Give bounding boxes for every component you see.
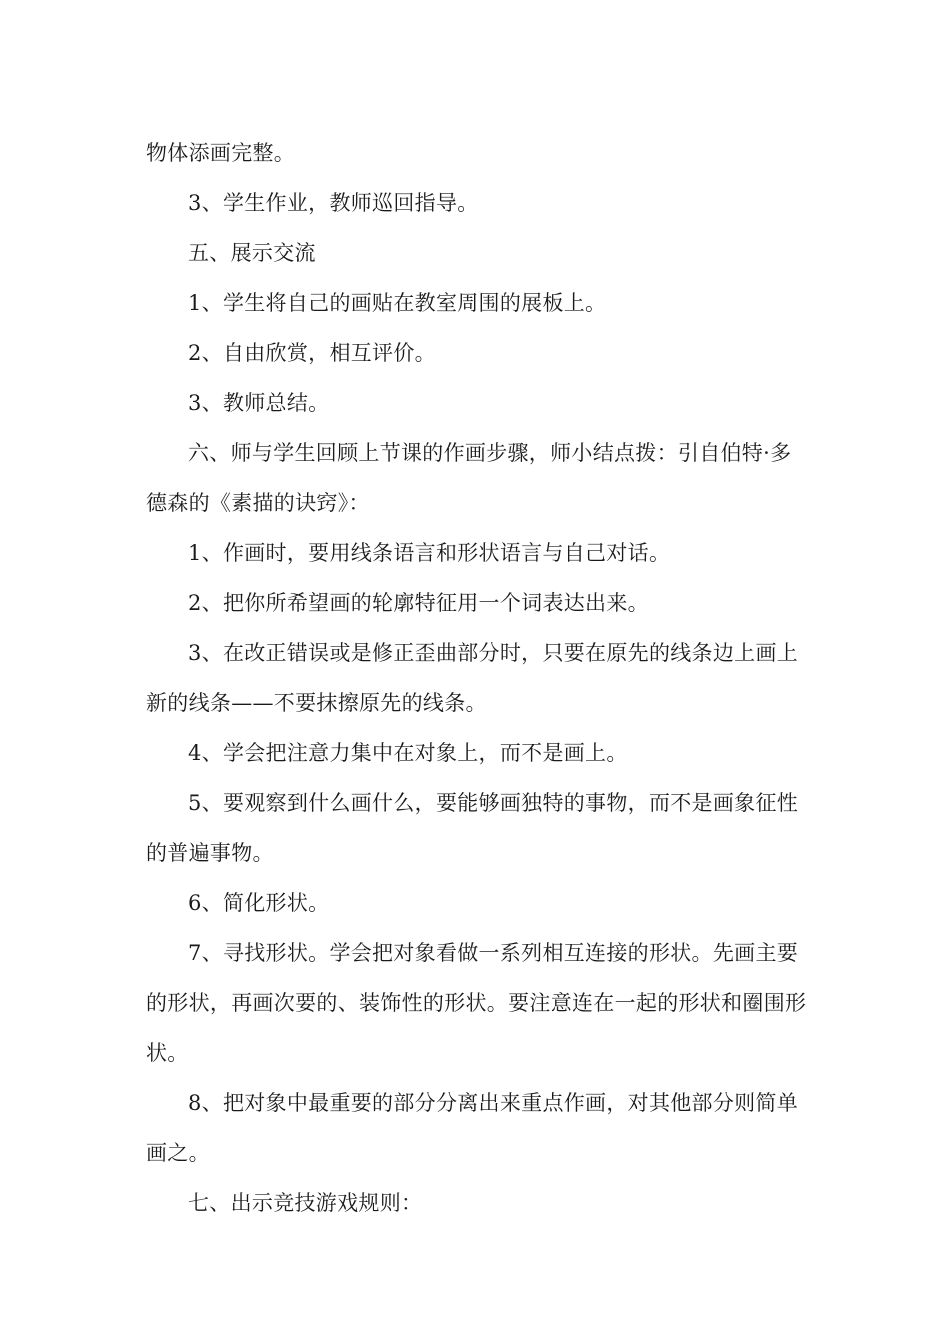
- paragraph-tip-5: 5、要观察到什么画什么，要能够画独特的事物，而不是画象征性的普遍事物。: [146, 791, 799, 865]
- paragraph-tip-6: 6、简化形状。: [188, 891, 330, 915]
- paragraph-display-1: 1、学生将自己的画贴在教室周围的展板上。: [188, 291, 607, 315]
- paragraph-step-3-work: 3、学生作业，教师巡回指导。: [188, 191, 479, 215]
- section-heading-6: 六、师与学生回顾上节课的作画步骤，师小结点拨：引自伯特·多德森的《素描的诀窍》：: [146, 441, 792, 515]
- section-heading-7: 七、出示竞技游戏规则：: [188, 1191, 423, 1215]
- paragraph-display-3: 3、教师总结。: [188, 391, 330, 415]
- paragraph-tip-4: 4、学会把注意力集中在对象上，而不是画上。: [188, 741, 628, 765]
- paragraph-tip-7: 7、寻找形状。学会把对象看做一系列相互连接的形状。先画主要的形状，再画次要的、装饰性的形状。要注意连在一起的形状和圈围形状。: [146, 941, 807, 1065]
- paragraph-tip-2: 2、把你所希望画的轮廓特征用一个词表达出来。: [188, 591, 649, 615]
- paragraph-tip-3: 3、在改正错误或是修正歪曲部分时，只要在原先的线条边上画上新的线条——不要抹擦原先的线条。: [146, 641, 799, 715]
- paragraph-continuation: 物体添画完整。: [146, 141, 296, 165]
- document-body: [146, 128, 812, 1228]
- paragraph-tip-8: 8、把对象中最重要的部分分离出来重点作画，对其他部分则简单画之。: [146, 1091, 799, 1165]
- paragraph-display-2: 2、自由欣赏，相互评价。: [188, 341, 436, 365]
- paragraph-tip-1: 1、作画时，要用线条语言和形状语言与自己对话。: [188, 541, 671, 565]
- section-heading-5: 五、展示交流: [188, 241, 316, 265]
